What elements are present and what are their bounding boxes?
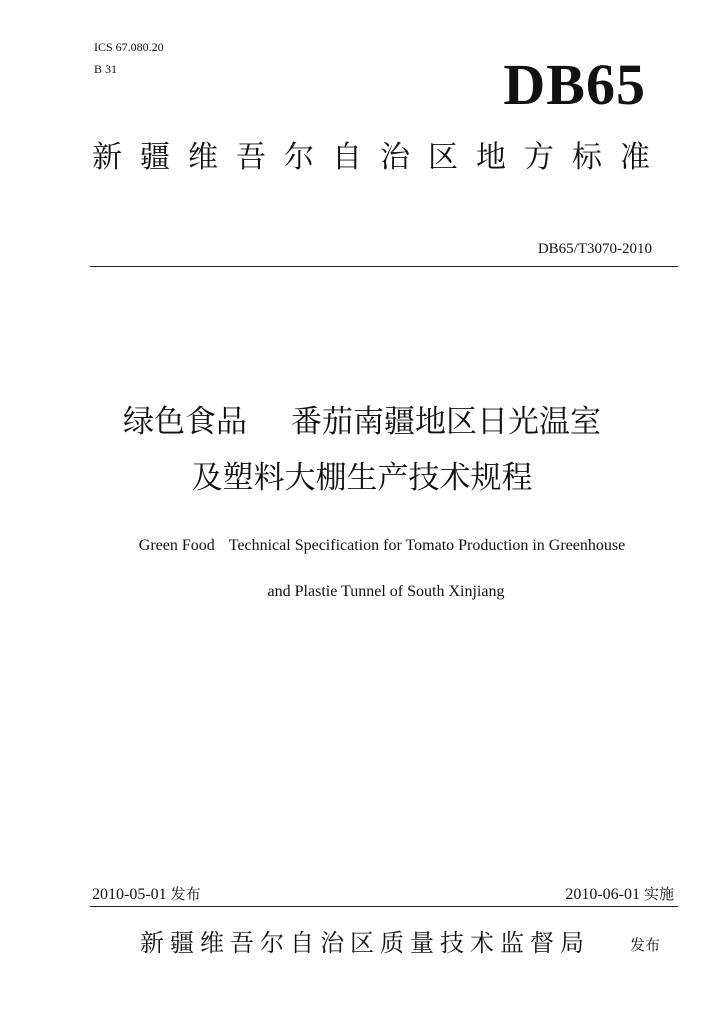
chinese-title-part-1: 绿色食品	[123, 404, 247, 440]
implement-date: 2010-06-01	[565, 886, 640, 903]
chinese-title-line-2: 及塑料大棚生产技术规程	[191, 460, 533, 496]
english-title-line-1	[0, 536, 724, 556]
issue-label: 发布	[170, 885, 201, 903]
english-title-line-2: and Plastie Tunnel of South Xinjiang	[267, 583, 505, 600]
bottom-divider	[90, 906, 678, 907]
standard-number: DB65/T3070-2010	[537, 241, 652, 257]
english-title-part-2: Technical Specification for Tomato Production in Greenhouse	[228, 537, 626, 554]
implement-date-block	[565, 884, 674, 905]
issue-date: 2010-05-01	[92, 886, 167, 903]
ccs-code: B 31	[94, 62, 118, 76]
chinese-title-line-1	[0, 402, 724, 442]
standard-type-heading: 新疆维吾尔自治区地方标准	[92, 140, 668, 175]
issuing-suffix: 发布	[630, 936, 661, 954]
issue-date-block	[92, 884, 201, 905]
chinese-title-part-2: 番茄南疆地区日光温室	[291, 404, 601, 440]
implement-label: 实施	[643, 885, 674, 903]
issuing-authority: 新疆维吾尔自治区质量技术监督局	[140, 929, 590, 957]
standard-code-logo: DB65	[503, 52, 646, 117]
english-title-part-1: Green Food	[138, 537, 215, 554]
ics-code: ICS 67.080.20	[94, 40, 164, 54]
top-divider	[90, 266, 678, 267]
